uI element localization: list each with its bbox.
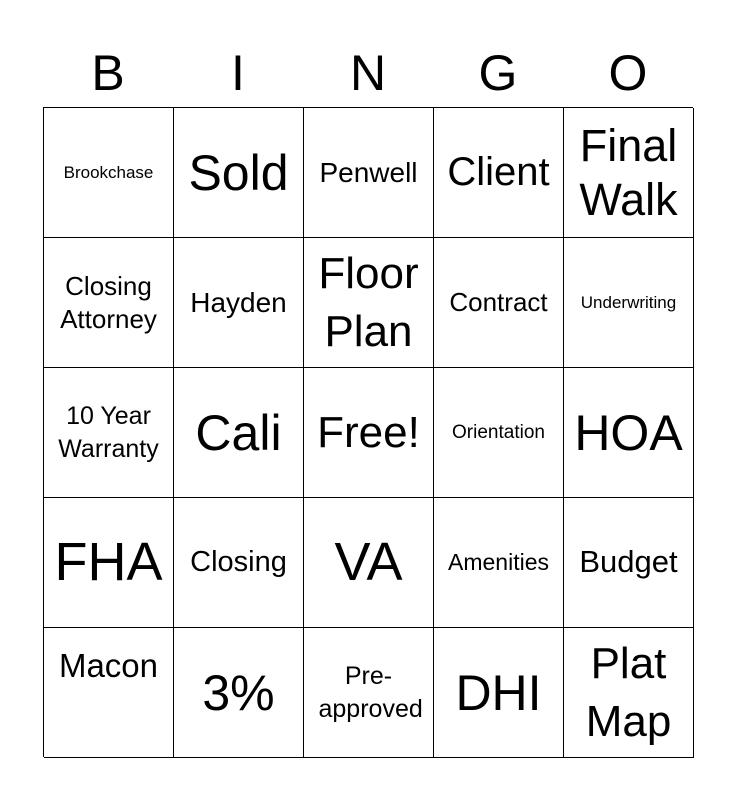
- header-letter-i: I: [231, 45, 245, 101]
- cell-label: Hayden: [190, 286, 287, 318]
- header-letter-b: B: [91, 45, 125, 101]
- cell-label: VA: [334, 532, 403, 593]
- cell-label: Free!: [317, 407, 420, 457]
- bingo-cell[interactable]: [174, 238, 304, 368]
- cell-label: HOA: [574, 404, 683, 461]
- bingo-cell[interactable]: [434, 108, 564, 238]
- bingo-cell[interactable]: [434, 498, 564, 628]
- cell-label: Contract: [449, 286, 548, 317]
- cell-label: Orientation: [452, 421, 545, 443]
- bingo-cell[interactable]: [304, 108, 434, 238]
- cell-label: Pre-approved: [318, 662, 423, 723]
- bingo-cell[interactable]: [434, 238, 564, 368]
- bingo-cell[interactable]: [174, 628, 304, 758]
- header-letter-o: O: [608, 45, 648, 101]
- bingo-cell[interactable]: [564, 238, 694, 368]
- cell-label: Sold: [188, 144, 289, 201]
- cell-label: Final Walk: [579, 119, 678, 225]
- cell-label: Brookchase: [63, 162, 154, 182]
- bingo-cell[interactable]: [564, 108, 694, 238]
- cell-label: FHA: [54, 532, 163, 593]
- cell-label: Client: [447, 150, 550, 195]
- cell-label: 10 Year Warranty: [58, 401, 159, 463]
- bingo-cell[interactable]: [44, 498, 174, 628]
- cell-label: Closing: [190, 546, 287, 579]
- bingo-cell[interactable]: [174, 108, 304, 238]
- bingo-cell[interactable]: [44, 628, 174, 758]
- bingo-cell[interactable]: [304, 238, 434, 368]
- header-letter-n: N: [349, 45, 387, 101]
- bingo-cell[interactable]: [434, 628, 564, 758]
- cell-label: 3%: [202, 664, 275, 721]
- bingo-board: [43, 107, 693, 757]
- bingo-cell[interactable]: [44, 368, 174, 498]
- bingo-cell[interactable]: [174, 368, 304, 498]
- cell-label: Budget: [579, 544, 678, 580]
- cell-label: DHI: [455, 664, 542, 721]
- bingo-cell[interactable]: [44, 238, 174, 368]
- cell-label: Amenities: [448, 548, 549, 575]
- cell-label: Closing Attorney: [60, 271, 157, 334]
- bingo-cell[interactable]: [44, 108, 174, 238]
- bingo-cell[interactable]: [304, 498, 434, 628]
- cell-label: Macon: [58, 647, 159, 684]
- bingo-cell[interactable]: [304, 368, 434, 498]
- bingo-cell[interactable]: [304, 628, 434, 758]
- cell-label: Floor Plan: [318, 249, 419, 356]
- bingo-cell[interactable]: [564, 628, 694, 758]
- header-letter-g: G: [478, 45, 518, 101]
- cell-label: Cali: [195, 404, 282, 461]
- cell-label: Underwriting: [580, 292, 677, 312]
- bingo-cell[interactable]: [564, 368, 694, 498]
- bingo-cell[interactable]: [174, 498, 304, 628]
- bingo-cell[interactable]: [434, 368, 564, 498]
- bingo-cell[interactable]: [564, 498, 694, 628]
- cell-label: Penwell: [319, 156, 418, 188]
- bingo-header: [43, 40, 693, 106]
- cell-label: Plat Map: [585, 639, 672, 746]
